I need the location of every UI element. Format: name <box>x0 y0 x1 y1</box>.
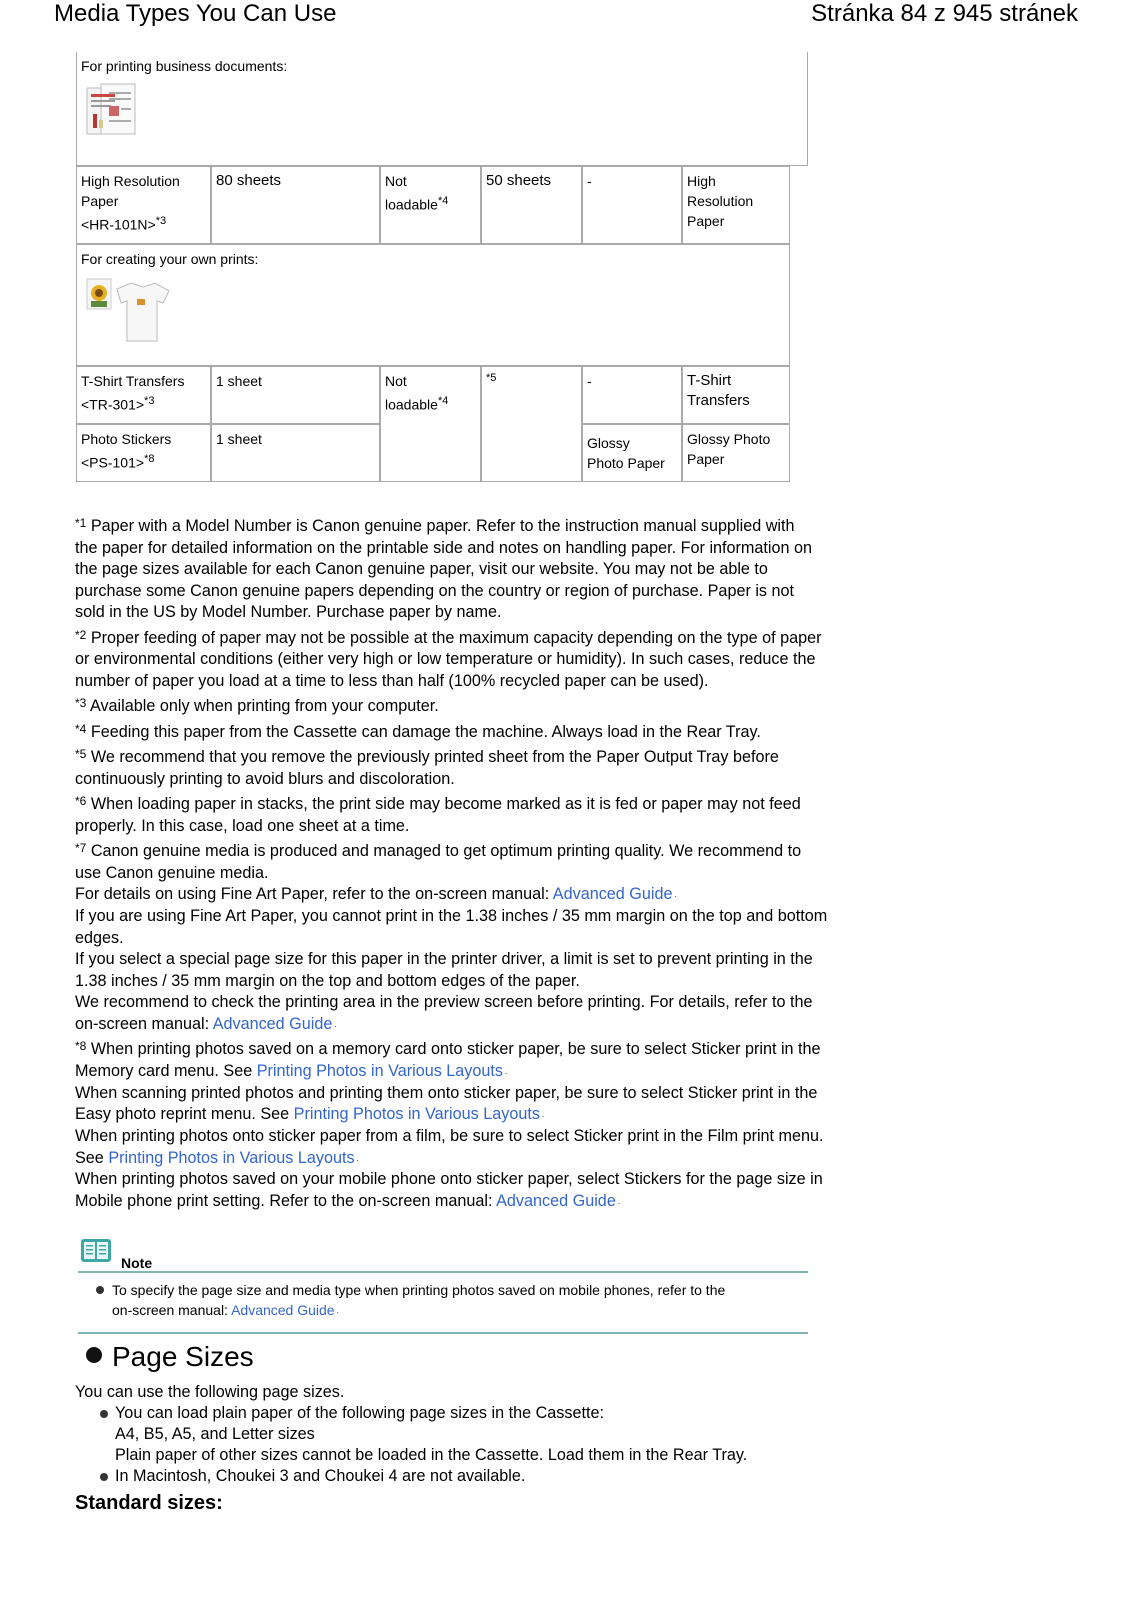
footnote-6-text: properly. In this case, load one sheet at a time. <box>75 816 410 835</box>
footnote-7-text: If you are using Fine Art Paper, you cannot print in the 1.38 inches / 35 mm margin on the top and bottom <box>75 906 828 925</box>
footnote-5-text: continuously printing to avoid blurs and discoloration. <box>75 769 455 788</box>
link-marker: . <box>541 1110 545 1120</box>
hr-model-footnote: *3 <box>155 215 167 227</box>
footnote-2-text: number of paper you load at a time to less than half (100% recycled paper can be used). <box>75 671 709 690</box>
ts-output: *5 <box>486 372 497 384</box>
hr-output: 50 sheets <box>486 172 552 189</box>
hr-name-line2: Paper <box>81 193 119 209</box>
footnote-1-text: the page sizes available for each Canon genuine paper, visit our website. You may not be able to <box>75 560 768 579</box>
footnote-3-text: Available only when printing from your computer. <box>86 697 439 716</box>
note-divider <box>78 1271 808 1273</box>
ts-cassette-line1: Not <box>385 373 407 389</box>
printing-photos-layouts-link[interactable]: Printing Photos in Various Layouts <box>108 1148 355 1167</box>
hr-name-line1: High Resolution <box>81 173 180 189</box>
hr-media-setting: - <box>587 173 592 189</box>
ps-driver-line2: Paper <box>687 451 725 467</box>
advanced-guide-link[interactable]: Advanced Guide <box>231 1302 335 1318</box>
footnote-6 <box>75 794 890 837</box>
ps-media-setting-cell <box>582 424 682 482</box>
ts-output-cell <box>481 366 582 482</box>
section-own-prints-label: For creating your own prints: <box>81 251 259 267</box>
page-sizes-body <box>75 1382 895 1487</box>
footnote-4 <box>75 722 890 744</box>
list-item-text: Plain paper of other sizes cannot be loaded in the Cassette. Load them in the Rear Tray. <box>115 1446 748 1464</box>
footnote-5-text: We recommend that you remove the previously printed sheet from the Paper Output Tray before <box>86 748 779 767</box>
footnote-7-text: Canon genuine media is produced and managed to get optimum printing quality. We recommend to <box>86 842 802 861</box>
ps-rear: 1 sheet <box>216 431 262 447</box>
list-item-text: You can load plain paper of the following page sizes in the Cassette: <box>115 1404 604 1422</box>
footnote-2-text: or environmental conditions (either very high or low temperature or humidity). In such cases, reduce the <box>75 650 816 669</box>
standard-sizes-heading: Standard sizes: <box>75 1492 223 1514</box>
page-sizes-intro: You can use the following page sizes. <box>75 1383 345 1401</box>
footnote-8-text: Easy photo reprint menu. See <box>75 1105 294 1124</box>
media-table <box>76 54 808 494</box>
footnote-2 <box>75 628 890 693</box>
footnotes <box>75 516 890 1216</box>
ps-name: Photo Stickers <box>81 431 172 447</box>
footnote-8-text: When printing photos saved on a memory card onto sticker paper, be sure to select Sticker print in the <box>86 1040 821 1059</box>
hr-cassette-footnote: *4 <box>437 195 449 207</box>
section-business-row <box>76 52 808 166</box>
ps-model-footnote: *8 <box>144 453 155 465</box>
document-title: Media Types You Can Use <box>54 0 337 27</box>
footnote-7-text: 1.38 inches / 35 mm margin on the top and bottom edges of the paper. <box>75 971 580 990</box>
hr-rear-cell <box>211 166 380 244</box>
hr-name-cell <box>76 166 211 244</box>
footnote-5-marker: *5 <box>75 747 87 762</box>
footnote-1-text: purchase some Canon genuine papers depending on the country or region of purchase. Paper is not <box>75 581 795 600</box>
list-item-text: A4, B5, A5, and Letter sizes <box>115 1425 315 1443</box>
footnote-6-marker: *6 <box>75 794 87 809</box>
bullet-icon <box>96 1286 104 1294</box>
ts-media-setting: - <box>587 373 592 389</box>
footnote-7-text: For details on using Fine Art Paper, refer to the on-screen manual: <box>75 885 553 904</box>
footnote-4-text: Feeding this paper from the Cassette can damage the machine. Always load in the Rear Tray. <box>86 722 761 741</box>
bullet-icon <box>100 1410 108 1418</box>
footnote-1-text: the paper for detailed information on the printable side and notes on handling paper. For information on <box>75 538 813 557</box>
note-text <box>112 1280 802 1321</box>
footnote-8-text: When scanning printed photos and printing them onto sticker paper, be sure to select Sticker print in the <box>75 1083 818 1102</box>
link-marker: . <box>674 890 677 900</box>
hr-driver-line1: High <box>687 173 716 189</box>
ps-driver-cell <box>682 424 790 482</box>
advanced-guide-link[interactable]: Advanced Guide <box>496 1191 616 1210</box>
ts-cassette-cell <box>380 366 481 482</box>
note-book-icon <box>80 1238 112 1264</box>
link-marker: . <box>504 1066 508 1076</box>
ts-driver-line1: T-Shirt <box>687 372 732 389</box>
footnote-8 <box>75 1039 890 1212</box>
footnote-7 <box>75 841 890 1036</box>
footnote-3-marker: *3 <box>75 696 87 711</box>
page-sizes-heading <box>86 1341 254 1373</box>
ts-rear-cell <box>211 366 380 424</box>
advanced-guide-link[interactable]: Advanced Guide <box>552 885 673 904</box>
link-marker: . <box>356 1153 359 1163</box>
footnote-7-text: use Canon genuine media. <box>75 863 269 882</box>
footnote-8-text: Memory card menu. See <box>75 1062 257 1081</box>
printing-photos-layouts-link[interactable]: Printing Photos in Various Layouts <box>256 1062 503 1081</box>
ts-cassette-footnote: *4 <box>437 395 449 407</box>
footnote-8-text: When printing photos saved on your mobile phone onto sticker paper, select Stickers for the page size in <box>75 1170 823 1189</box>
ps-name-cell <box>76 424 211 482</box>
hr-output-cell <box>481 166 582 244</box>
ts-driver-cell <box>682 366 790 424</box>
footnote-1-marker: *1 <box>75 516 87 530</box>
hr-driver-line3: Paper <box>687 213 725 229</box>
ts-model: <TR-301> <box>81 396 145 413</box>
footnote-2-text: Proper feeding of paper may not be possible at the maximum capacity depending on the type of paper <box>86 628 822 647</box>
footnote-1-text: Paper with a Model Number is Canon genuine paper. Refer to the instruction manual supplied with <box>86 517 795 535</box>
section-own-prints-row <box>76 244 790 366</box>
ts-name: T-Shirt Transfers <box>81 373 185 389</box>
note-divider <box>78 1332 808 1334</box>
link-marker: . <box>617 1196 621 1206</box>
footnote-8-text: Mobile phone print setting. Refer to the on-screen manual: <box>75 1191 497 1210</box>
footnote-7-text: We recommend to check the printing area in the preview screen before printing. For details, refer to the <box>75 993 813 1012</box>
ps-model: <PS-101> <box>81 454 145 471</box>
hr-driver-line2: Resolution <box>687 193 754 209</box>
printing-photos-layouts-link[interactable]: Printing Photos in Various Layouts <box>293 1105 540 1124</box>
footnote-3 <box>75 696 890 718</box>
hr-rear: 80 sheets <box>216 172 282 189</box>
footnote-7-text: on-screen manual: <box>75 1015 213 1033</box>
note-title: Note <box>121 1255 153 1271</box>
footnote-2-marker: *2 <box>75 627 87 642</box>
advanced-guide-link[interactable]: Advanced Guide <box>212 1015 333 1033</box>
hr-cassette-cell <box>380 166 481 244</box>
footnote-1 <box>75 516 890 624</box>
link-marker: . <box>334 1019 337 1029</box>
footnote-8-text: When printing photos onto sticker paper from a film, be sure to select Sticker print in the Film print menu. <box>75 1126 824 1145</box>
note-line: To specify the page size and media type when printing photos saved on mobile phones, refer to the <box>112 1282 726 1298</box>
footnote-7-text: edges. <box>75 928 124 947</box>
business-documents-image <box>85 82 141 144</box>
hr-model: <HR-101N> <box>81 216 156 233</box>
link-marker: . <box>336 1306 339 1316</box>
hr-driver-cell <box>682 166 790 244</box>
footnote-8-marker: *8 <box>75 1039 87 1054</box>
section-business-label: For printing business documents: <box>81 58 288 74</box>
list-item <box>75 1466 895 1487</box>
ps-media-line1: Glossy <box>587 435 630 451</box>
footnote-1-text: sold in the US by Model Number. Purchase paper by name. <box>75 603 502 622</box>
footnote-6-text: When loading paper in stacks, the print side may become marked as it is fed or paper may not feed <box>86 795 801 814</box>
ts-rear: 1 sheet <box>216 373 262 389</box>
footnote-4-marker: *4 <box>75 721 87 736</box>
note-line: on-screen manual: <box>112 1302 232 1318</box>
ps-rear-cell <box>211 424 380 482</box>
list-item <box>75 1403 895 1466</box>
ts-driver-line2: Transfers <box>687 392 750 409</box>
ts-model-footnote: *3 <box>144 395 155 407</box>
hr-media-setting-cell <box>582 166 682 244</box>
ps-driver-line1: Glossy Photo <box>687 431 771 447</box>
footnote-7-text: If you select a special page size for this paper in the printer driver, a limit is set to prevent printing in the <box>75 950 813 969</box>
ts-media-setting-cell <box>582 366 682 424</box>
bullet-icon <box>100 1473 108 1481</box>
footnote-5 <box>75 747 890 790</box>
page-sizes-title: Page Sizes <box>112 1341 254 1372</box>
heading-bullet-icon <box>86 1347 102 1363</box>
ts-name-cell <box>76 366 211 424</box>
hr-cassette-line1: Not <box>385 173 407 189</box>
page-indicator: Stránka 84 z 945 stránek <box>811 0 1078 27</box>
ts-cassette-line2: loadable <box>385 396 438 413</box>
ps-media-line2: Photo Paper <box>587 455 665 471</box>
hr-cassette-line2: loadable <box>385 196 438 213</box>
tshirt-image <box>83 273 173 347</box>
list-item-text: In Macintosh, Choukei 3 and Choukei 4 are not available. <box>115 1467 526 1485</box>
footnote-7-marker: *7 <box>75 841 87 856</box>
footnote-8-text: See <box>75 1148 109 1167</box>
